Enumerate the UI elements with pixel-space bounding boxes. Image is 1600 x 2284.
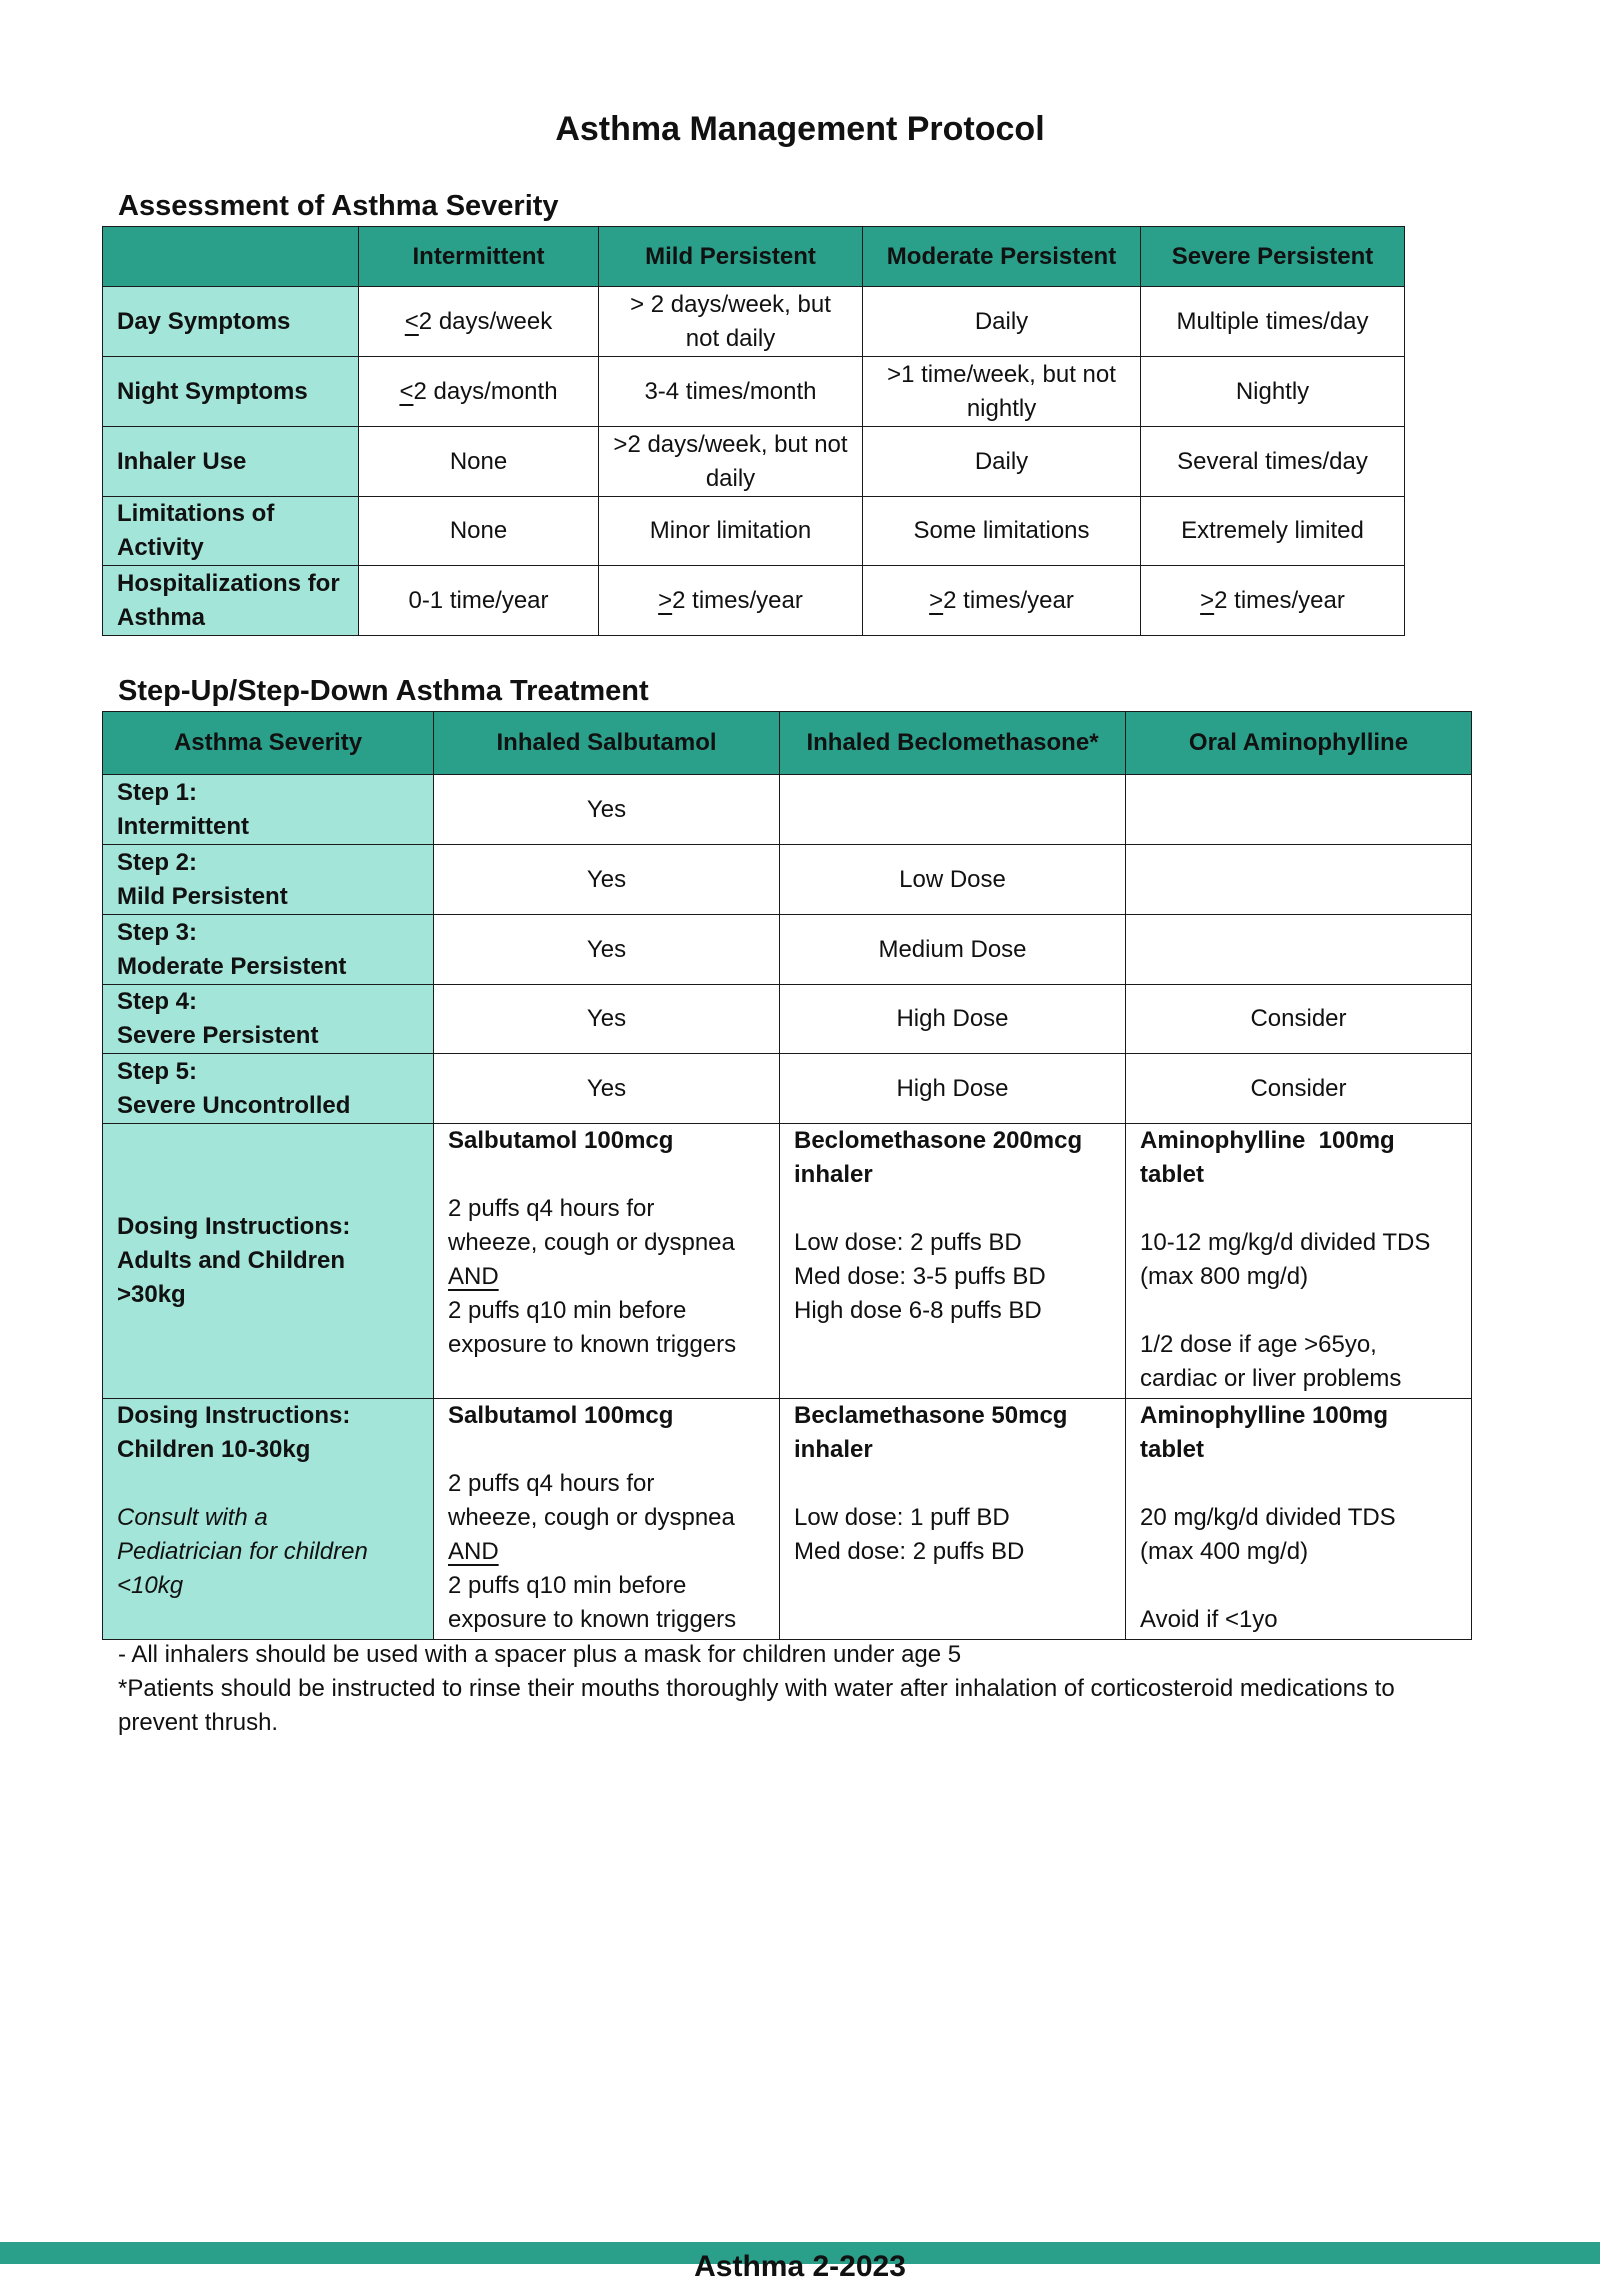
table-row xyxy=(103,357,1405,427)
dosing-line: Low dose: 2 puffs BD xyxy=(794,1229,1022,1256)
step-number: Step 1: xyxy=(117,778,198,806)
drug-title: Salbutamol 100mcg xyxy=(448,1402,674,1429)
table-cell: Consider xyxy=(1126,1054,1472,1124)
table-cell: Yes xyxy=(434,915,780,985)
table-cell xyxy=(1141,566,1405,636)
page-title: Asthma Management Protocol xyxy=(555,110,1045,148)
rinse-note: *Patients should be instructed to rinse their mouths thoroughly with water after inhalation of corticosteroid medications to prevent thrush. xyxy=(118,1675,1395,1736)
aminophylline-child-dosing xyxy=(1126,1399,1472,1640)
step-name: Mild Persistent xyxy=(117,882,288,910)
dosing-label-line: Children 10-30kg xyxy=(117,1436,311,1463)
table-cell: None xyxy=(359,497,599,566)
table-cell: 0-1 time/year xyxy=(359,566,599,636)
step-number: Step 2: xyxy=(117,848,198,876)
dosing-line: 1/2 dose if age >65yo, xyxy=(1140,1331,1377,1358)
table-cell xyxy=(359,287,599,357)
table-cell: Multiple times/day xyxy=(1141,287,1405,357)
table-cell: Extremely limited xyxy=(1141,497,1405,566)
cell-text: 2 days/week xyxy=(418,307,553,335)
dosing-line: exposure to known triggers xyxy=(448,1606,737,1633)
column-header: Severe Persistent xyxy=(1141,227,1405,287)
drug-title: Aminophylline 100mg xyxy=(1140,1402,1389,1429)
table-cell: Low Dose xyxy=(780,845,1126,915)
table-row xyxy=(103,497,1405,566)
row-label: Limitations of Activity xyxy=(103,497,359,566)
table-cell xyxy=(863,566,1141,636)
column-header: Asthma Severity xyxy=(103,712,434,775)
table-cell: Minor limitation xyxy=(599,497,863,566)
dosing-line: (max 400 mg/d) xyxy=(1140,1538,1309,1565)
table-row xyxy=(103,1054,1472,1124)
table-cell: High Dose xyxy=(780,985,1126,1054)
severity-assessment-table xyxy=(102,226,1405,636)
treatment-table xyxy=(102,711,1472,1640)
step-label xyxy=(103,845,434,915)
step-number: Step 3: xyxy=(117,918,198,946)
table-row xyxy=(103,427,1405,497)
table-cell xyxy=(1126,915,1472,985)
footer-bar xyxy=(0,2242,1600,2283)
dosing-line: 2 puffs q10 min before xyxy=(448,1297,687,1324)
cell-text: 2 times/year xyxy=(1214,586,1345,614)
table-cell xyxy=(1126,845,1472,915)
consult-note: <10kg xyxy=(117,1572,184,1599)
step-label xyxy=(103,915,434,985)
dosing-children-row xyxy=(103,1399,1472,1640)
dosing-adults-row xyxy=(103,1124,1472,1399)
table-cell: Yes xyxy=(434,775,780,845)
drug-title: tablet xyxy=(1140,1161,1205,1188)
dosing-line: 10-12 mg/kg/d divided TDS xyxy=(1140,1229,1431,1256)
dosing-line: wheeze, cough or dyspnea xyxy=(448,1504,735,1531)
table-cell: Medium Dose xyxy=(780,915,1126,985)
step-label xyxy=(103,1054,434,1124)
table-cell xyxy=(359,357,599,427)
row-label: Day Symptoms xyxy=(103,287,359,357)
table-cell: Yes xyxy=(434,985,780,1054)
cell-prefix: < xyxy=(404,307,419,335)
column-header: Inhaled Salbutamol xyxy=(434,712,780,775)
table-cell: Daily xyxy=(863,287,1141,357)
cell-prefix: < xyxy=(399,377,414,405)
dosing-children-label xyxy=(103,1399,434,1640)
row-label: Hospitalizations for Asthma xyxy=(103,566,359,636)
step-name: Severe Uncontrolled xyxy=(117,1091,351,1119)
beclomethasone-child-dosing xyxy=(780,1399,1126,1640)
table-row xyxy=(103,845,1472,915)
step-label xyxy=(103,775,434,845)
salbutamol-child-dosing xyxy=(434,1399,780,1640)
table-cell: >2 days/week, but not daily xyxy=(599,427,863,497)
dosing-line: 2 puffs q4 hours for xyxy=(448,1195,655,1222)
cell-text: 2 times/year xyxy=(672,586,803,614)
drug-title: Salbutamol 100mcg xyxy=(448,1127,674,1154)
drug-title: Beclomethasone 200mcg xyxy=(794,1127,1083,1154)
step-name: Severe Persistent xyxy=(117,1022,319,1049)
step-name: Intermittent xyxy=(117,812,249,840)
drug-title: inhaler xyxy=(794,1161,873,1188)
column-header: Mild Persistent xyxy=(599,227,863,287)
table-row xyxy=(103,566,1405,636)
step-number: Step 5: xyxy=(117,1057,198,1085)
dosing-line: Med dose: 3-5 puffs BD xyxy=(794,1263,1046,1290)
consult-note: Consult with a xyxy=(117,1504,268,1531)
row-label: Inhaler Use xyxy=(103,427,359,497)
cell-text: 2 days/month xyxy=(413,377,558,405)
step-label xyxy=(103,985,434,1054)
drug-title: inhaler xyxy=(794,1436,873,1463)
table-cell xyxy=(1126,775,1472,845)
table-cell: Consider xyxy=(1126,985,1472,1054)
and-connector: AND xyxy=(448,1263,499,1290)
footer-text: Asthma 2-2023 xyxy=(694,2250,906,2283)
dosing-label-line: Adults and Children xyxy=(117,1247,345,1274)
cell-prefix: > xyxy=(1200,586,1215,614)
table-cell: High Dose xyxy=(780,1054,1126,1124)
spacer-note: - All inhalers should be used with a spacer plus a mask for children under age 5 xyxy=(118,1641,962,1668)
table-cell: Nightly xyxy=(1141,357,1405,427)
and-connector: AND xyxy=(448,1538,499,1565)
table-header-row xyxy=(103,227,1405,287)
dosing-label-line: Dosing Instructions: xyxy=(117,1213,351,1240)
table-row xyxy=(103,775,1472,845)
table-cell: Daily xyxy=(863,427,1141,497)
dosing-line: cardiac or liver problems xyxy=(1140,1365,1402,1392)
table-cell: Yes xyxy=(434,1054,780,1124)
dosing-label-line: Dosing Instructions: xyxy=(117,1402,351,1429)
dosing-line: Avoid if <1yo xyxy=(1140,1606,1278,1633)
cell-text: 2 times/year xyxy=(943,586,1074,614)
table-cell: Some limitations xyxy=(863,497,1141,566)
table-row xyxy=(103,287,1405,357)
header-corner-cell xyxy=(103,227,359,287)
row-label: Night Symptoms xyxy=(103,357,359,427)
table-cell: 3-4 times/month xyxy=(599,357,863,427)
table-row xyxy=(103,985,1472,1054)
column-header: Intermittent xyxy=(359,227,599,287)
footnotes xyxy=(118,1638,1418,1740)
dosing-line: wheeze, cough or dyspnea xyxy=(448,1229,735,1256)
step-name: Moderate Persistent xyxy=(117,952,347,980)
dosing-adults-label xyxy=(103,1124,434,1399)
dosing-line: Med dose: 2 puffs BD xyxy=(794,1538,1025,1565)
dosing-line: 2 puffs q4 hours for xyxy=(448,1470,655,1497)
column-header: Oral Aminophylline xyxy=(1126,712,1472,775)
assessment-heading: Assessment of Asthma Severity xyxy=(118,190,559,222)
drug-title: Beclamethasone 50mcg xyxy=(794,1402,1068,1429)
table-cell: Several times/day xyxy=(1141,427,1405,497)
table-cell: Yes xyxy=(434,845,780,915)
table-header-row xyxy=(103,712,1472,775)
dosing-line: 20 mg/kg/d divided TDS xyxy=(1140,1504,1396,1531)
aminophylline-adult-dosing xyxy=(1126,1124,1472,1399)
drug-title: tablet xyxy=(1140,1436,1205,1463)
salbutamol-adult-dosing xyxy=(434,1124,780,1399)
consult-note: Pediatrician for children xyxy=(117,1538,368,1565)
dosing-line: (max 800 mg/d) xyxy=(1140,1263,1309,1290)
dosing-label-line: >30kg xyxy=(117,1281,186,1308)
step-number: Step 4: xyxy=(117,988,198,1015)
beclomethasone-adult-dosing xyxy=(780,1124,1126,1399)
table-cell: None xyxy=(359,427,599,497)
table-cell xyxy=(599,566,863,636)
treatment-heading: Step-Up/Step-Down Asthma Treatment xyxy=(118,675,649,707)
cell-prefix: > xyxy=(929,586,944,614)
cell-prefix: > xyxy=(658,586,673,614)
dosing-line: Low dose: 1 puff BD xyxy=(794,1504,1010,1531)
dosing-line: 2 puffs q10 min before xyxy=(448,1572,687,1599)
column-header: Inhaled Beclomethasone* xyxy=(780,712,1126,775)
dosing-line: High dose 6-8 puffs BD xyxy=(794,1297,1042,1324)
table-cell: >1 time/week, but not nightly xyxy=(863,357,1141,427)
column-header: Moderate Persistent xyxy=(863,227,1141,287)
table-cell: > 2 days/week, but not daily xyxy=(599,287,863,357)
drug-title: Aminophylline 100mg xyxy=(1140,1127,1395,1154)
dosing-line: exposure to known triggers xyxy=(448,1331,737,1358)
table-cell xyxy=(780,775,1126,845)
table-row xyxy=(103,915,1472,985)
